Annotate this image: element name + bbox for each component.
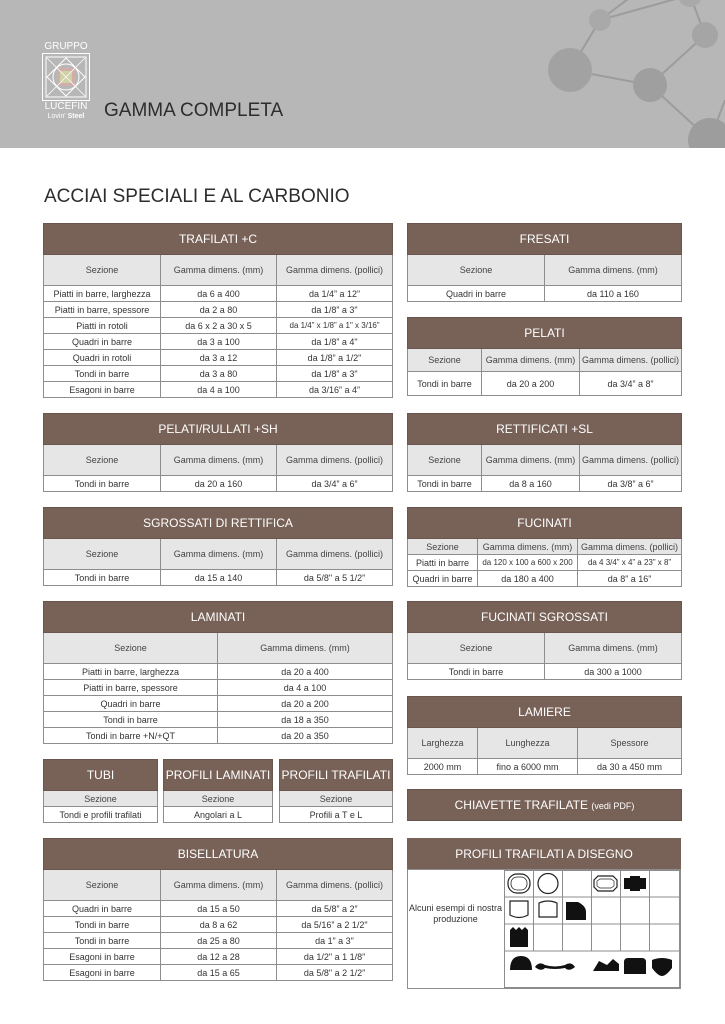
- logo-brand-text: LUCEFIN: [44, 101, 88, 112]
- col-header-mm: Gamma dimens. (mm): [482, 445, 580, 476]
- table-row: Tondi in barre da 3 a 80 da 1/8” a 3": [44, 366, 393, 382]
- col-header-mm: Gamma dimens. (mm): [161, 255, 277, 286]
- table-trafilati: [43, 223, 393, 398]
- page-title: GAMMA COMPLETA: [104, 100, 284, 121]
- col-header-spessore: Spessore: [578, 728, 682, 759]
- col-header-sezione: Sezione: [44, 870, 161, 901]
- col-header-sezione: Sezione: [280, 791, 393, 807]
- table-row: Tondi in barre da 20 a 200 da 3/4” a 8”: [408, 372, 682, 396]
- col-header-sezione: Sezione: [44, 445, 161, 476]
- table-title: PELATI/RULLATI +SH: [44, 414, 393, 445]
- molecule-graphic: [0, 0, 725, 148]
- table-title: TUBI: [44, 760, 158, 791]
- page-header: [0, 0, 725, 148]
- col-header-sezione: Sezione: [44, 791, 158, 807]
- col-header-in: Gamma dimens. (pollici): [277, 870, 393, 901]
- table-title: LAMIERE: [408, 697, 682, 728]
- table-row: Quadri in barre da 3 a 100 da 1/8” a 4": [44, 334, 393, 350]
- col-header-sezione: Sezione: [408, 445, 482, 476]
- table-profili-disegno: [407, 838, 681, 989]
- table-row: Tondi in barre da 300 a 1000: [408, 664, 682, 680]
- lucefin-logo: [42, 42, 90, 121]
- table-laminati: [43, 601, 393, 744]
- profiles-grid: [504, 870, 680, 988]
- table-profili-trafilati: [279, 759, 393, 823]
- col-header-in: Gamma dimens. (pollici): [277, 445, 393, 476]
- table-title: FUCINATI: [408, 508, 682, 539]
- col-header-sezione: Sezione: [44, 255, 161, 286]
- table-row: Esagoni in barre da 15 a 65 da 5/8" a 2 1/2”: [44, 965, 393, 981]
- profile-dome-icon: [510, 956, 532, 970]
- table-row: Tondi in barre +N/+QT da 20 a 350: [44, 728, 393, 744]
- table-tubi: [43, 759, 158, 823]
- col-header-sezione: Sezione: [408, 255, 545, 286]
- table-row: Quadri in barre da 15 a 50 da 5/8” a 2”: [44, 901, 393, 917]
- table-row: Quadri in barre da 110 a 160: [408, 286, 682, 302]
- table-pelati-rullati: [43, 413, 393, 492]
- col-header-mm: Gamma dimens. (mm): [478, 539, 578, 555]
- pdf-note: (vedi PDF): [591, 801, 635, 811]
- section-title: ACCIAI SPECIALI E AL CARBONIO: [44, 186, 350, 207]
- table-profili-laminati: [163, 759, 273, 823]
- table-row: Tondi in barre da 15 a 140 da 5/8" a 5 1/2”: [44, 570, 393, 586]
- table-pelati: [407, 317, 682, 396]
- profile-shield-icon: [510, 901, 528, 918]
- table-row: Tondi in barre da 8 a 160 da 3/8” a 6”: [408, 476, 682, 492]
- profile-arch-icon: [539, 901, 557, 917]
- profile-round-icon: [538, 874, 558, 894]
- table-row: Tondi in barre da 20 a 160 da 3/4” a 6”: [44, 476, 393, 492]
- table-title: TRAFILATI +C: [44, 224, 393, 255]
- col-header-mm: Gamma dimens. (mm): [545, 255, 682, 286]
- col-header-mm: Gamma dimens. (mm): [161, 445, 277, 476]
- profile-wave-icon: [535, 963, 575, 969]
- col-header-sezione: Sezione: [44, 539, 161, 570]
- table-fresati: [407, 223, 682, 302]
- table-row: Quadri in barre da 180 a 400 da 8” a 16”: [408, 571, 682, 587]
- profile-shapes: [504, 870, 680, 988]
- table-title: PROFILI LAMINATI: [164, 760, 273, 791]
- table-lamiere: [407, 696, 682, 775]
- table-title: PROFILI TRAFILATI A DISEGNO: [407, 838, 681, 869]
- table-title: RETTIFICATI +SL: [408, 414, 682, 445]
- table-row: Piatti in barre da 120 x 100 a 600 x 200 da 4 3/4” x 4” a 23” x 8”: [408, 555, 682, 571]
- table-title: FRESATI: [408, 224, 682, 255]
- col-header-in: Gamma dimens. (pollici): [578, 539, 682, 555]
- col-header-in: Gamma dimens. (pollici): [277, 539, 393, 570]
- col-header-in: Gamma dimens. (pollici): [580, 349, 682, 372]
- table-row: Esagoni in barre da 4 a 100 da 3/16” a 4”: [44, 382, 393, 398]
- logo-group-text: GRUPPO: [44, 41, 88, 52]
- table-fucinati-sgrossati: [407, 601, 682, 680]
- col-header-sezione: Sezione: [44, 633, 218, 664]
- table-title: LAMINATI: [44, 602, 393, 633]
- table-title: FUCINATI SGROSSATI: [408, 602, 682, 633]
- table-title: PROFILI TRAFILATI: [280, 760, 393, 791]
- table-row: Tondi in barre da 25 a 80 da 1” a 3": [44, 933, 393, 949]
- col-header-sezione: Sezione: [164, 791, 273, 807]
- table-row: Tondi in barre da 8 a 62 da 5/16” a 2 1/2": [44, 917, 393, 933]
- table-row: Angolari a L: [164, 807, 273, 823]
- table-bisellatura: [43, 838, 393, 981]
- col-header-sezione: Sezione: [408, 349, 482, 372]
- table-row: Tondi in barre da 18 a 350: [44, 712, 393, 728]
- table-fucinati: [407, 507, 682, 587]
- table-chiavette: [407, 789, 682, 821]
- col-header-mm: Gamma dimens. (mm): [482, 349, 580, 372]
- profile-oval-icon: [508, 874, 530, 893]
- table-title: BISELLATURA: [44, 839, 393, 870]
- col-header-mm: Gamma dimens. (mm): [218, 633, 393, 664]
- table-row: Quadri in barre da 20 a 200: [44, 696, 393, 712]
- profile-key-icon: [624, 876, 646, 891]
- col-header-sezione: Sezione: [408, 539, 478, 555]
- col-header-in: Gamma dimens. (pollici): [580, 445, 682, 476]
- table-sgrossati: [43, 507, 393, 586]
- col-header-mm: Gamma dimens. (mm): [161, 870, 277, 901]
- col-header-in: Gamma dimens. (pollici): [277, 255, 393, 286]
- table-row: Piatti in barre, spessore da 4 a 100: [44, 680, 393, 696]
- table-row: Piatti in barre, larghezza da 20 a 400: [44, 664, 393, 680]
- chiavette-title: CHIAVETTE TRAFILATE (vedi PDF): [408, 790, 682, 821]
- table-row: 2000 mm fino a 6000 mm da 30 a 450 mm: [408, 759, 682, 775]
- logo-tagline: Lovin' Steel: [47, 113, 85, 120]
- table-title: PELATI: [408, 318, 682, 349]
- table-title: SGROSSATI DI RETTIFICA: [44, 508, 393, 539]
- profiles-note: Alcuni esempi di nostra produzione: [408, 903, 503, 924]
- profile-comb-icon: [510, 927, 528, 947]
- table-row: Profili a T e L: [280, 807, 393, 823]
- logo-emblem: [42, 53, 90, 101]
- table-row: Piatti in barre, larghezza da 6 a 400 da 1/4” a 12”: [44, 286, 393, 302]
- col-header-mm: Gamma dimens. (mm): [545, 633, 682, 664]
- col-header-sezione: Sezione: [408, 633, 545, 664]
- table-row: Piatti in rotoli da 6 x 2 a 30 x 5 da 1/4” x 1/8” a 1" x 3/16”: [44, 318, 393, 334]
- table-row: Quadri in rotoli da 3 a 12 da 1/8” a 1/2": [44, 350, 393, 366]
- profile-drop-icon: [652, 958, 672, 976]
- col-header-lunghezza: Lunghezza: [478, 728, 578, 759]
- profile-stepped-icon: [593, 959, 619, 971]
- col-header-mm: Gamma dimens. (mm): [161, 539, 277, 570]
- profile-octagon-icon: [594, 876, 617, 891]
- table-row: Piatti in barre, spessore da 2 a 80 da 1/8” a 3": [44, 302, 393, 318]
- profiles-box: [407, 869, 681, 989]
- col-header-larghezza: Larghezza: [408, 728, 478, 759]
- table-row: Esagoni in barre da 12 a 28 da 1/2" a 1 1/8”: [44, 949, 393, 965]
- profile-wedge-icon: [566, 902, 586, 920]
- table-row: Tondi e profili trafilati: [44, 807, 158, 823]
- table-rettificati: [407, 413, 682, 492]
- profile-square-icon: [624, 958, 646, 974]
